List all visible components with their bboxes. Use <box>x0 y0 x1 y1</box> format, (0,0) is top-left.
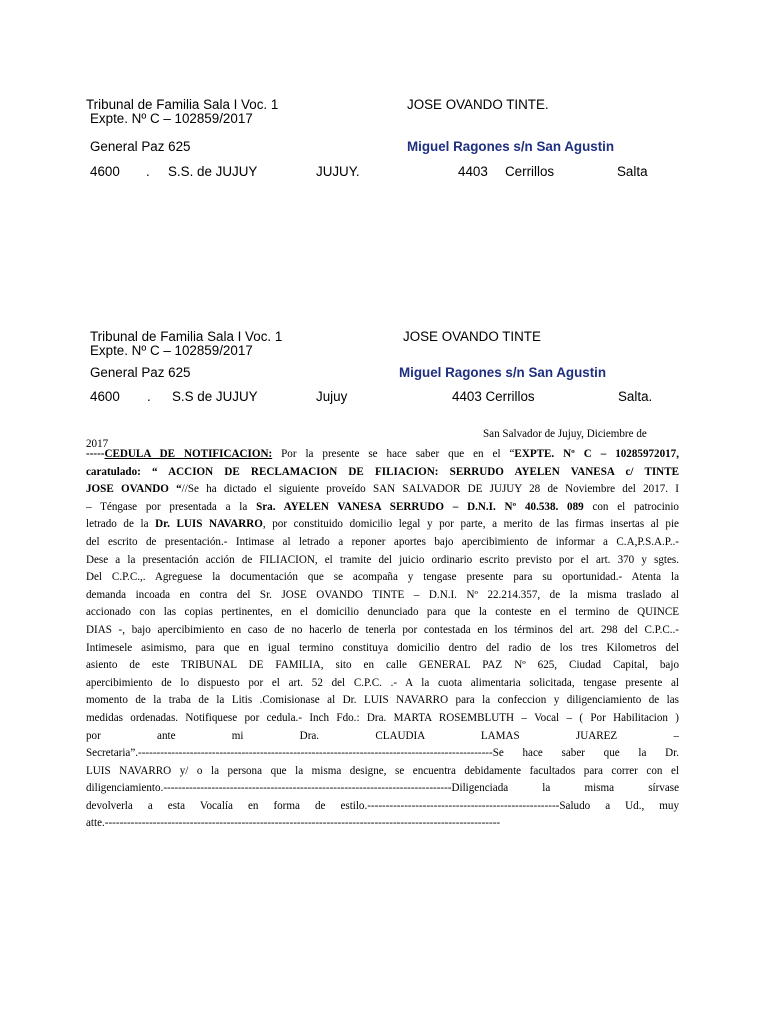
body-line <box>86 464 679 482</box>
court-zip: 4600 <box>90 389 120 404</box>
court-address: General Paz 625 <box>90 365 191 380</box>
body-line: momento de la traba de la Litis .Comisionase al Dr. LUIS NAVARRO para la confeccion y diligenciamiento de las <box>86 694 679 707</box>
body-text: , por constituido domicilio legal y por parte, a merito de las firmas insertas al pie <box>262 518 679 531</box>
body-line: por ante mi Dra. CLAUDIA LAMAS JUAREZ – <box>86 729 679 742</box>
body-line <box>86 446 679 464</box>
recipient-city: Cerrillos <box>505 164 555 179</box>
case-number: Expte. Nº C – 102859/2017 <box>90 111 253 126</box>
body-line: Del C.P.C.,. Agreguese la documentación que se acompaña y tengase presente para su oportunidad.- Atenta la <box>86 571 679 584</box>
body-line: Dese a la presentación acción de FILIACION, el tramite del juicio ordinario escrito previsto por el art. 370 y sgtes. <box>86 553 679 566</box>
recipient-province: Salta. <box>618 389 653 404</box>
body-text: – Téngase por presentada a la <box>86 500 257 513</box>
body-line: DIAS -, bajo apercibimiento en caso de no hacerlo de tenerla por contestada en los términos del art. 298 del C.P.C..- <box>86 623 679 636</box>
separator-dot: . <box>147 389 151 404</box>
court-zip: 4600 <box>90 164 120 179</box>
body-line <box>86 481 679 499</box>
court-city: S.S. de JUJUY <box>168 164 258 179</box>
body-line <box>86 499 679 517</box>
notification-body <box>86 446 679 833</box>
case-number: Expte. Nº C – 102859/2017 <box>90 343 253 358</box>
recipient-zip: 4403 <box>458 164 488 179</box>
recipient-address: Miguel Ragones s/n San Agustin <box>407 139 615 154</box>
body-line: medidas ordenadas. Notifiquese por cedula.- Inch Fdo.: Dra. MARTA ROSEMBLUTH – Vocal – ( Por Habilitacion ) <box>86 711 679 724</box>
body-line: LUIS NAVARRO y/ o la persona que la misma designe, se encuentra debidamente facultados para correr con el <box>86 764 679 777</box>
recipient-name: JOSE OVANDO TINTE <box>403 329 541 344</box>
court-name: Tribunal de Familia Sala I Voc. 1 <box>90 329 283 344</box>
court-address: General Paz 625 <box>90 139 191 154</box>
body-line: atte.----------------------------------------------------------------------------------------------------------- <box>86 817 501 830</box>
recipient-zip-city: 4403 Cerrillos <box>452 389 535 404</box>
case-caption: caratulado: “ ACCION DE RECLAMACION DE FILIACION: SERRUDO AYELEN VANESA c/ TINTE <box>86 465 679 478</box>
case-reference: EXPTE. Nº C – 10285972017, <box>514 448 679 460</box>
dashes: ----- <box>86 448 105 460</box>
body-line: Intimesele asimismo, para que en igual termino constituya domicilio dentro del radio de los tres Kilometros del <box>86 641 679 654</box>
date-year: 2017 <box>86 438 109 450</box>
body-line <box>86 516 679 534</box>
court-province: Jujuy <box>316 389 348 404</box>
body-line: apercibimiento de lo dispuesto por el art. 52 del C.P.C. .- A la cuota alimentaria solicitada, tengase presente al <box>86 676 679 689</box>
body-text: letrado de la <box>86 518 156 531</box>
court-name: Tribunal de Familia Sala I Voc. 1 <box>86 97 279 112</box>
lawyer-name: Dr. LUIS NAVARRO <box>155 518 263 531</box>
date-line: San Salvador de Jujuy, Diciembre de <box>483 428 647 440</box>
court-province: JUJUY. <box>316 164 360 179</box>
body-text: con el patrocinio <box>583 500 679 513</box>
body-line: devolverla a esta Vocalía en forma de estilo.----------------------------------------------------Saludo a Ud., muy <box>86 799 679 812</box>
separator-dot: . <box>146 164 150 179</box>
body-line: diligenciamiento.------------------------------------------------------------------------------Diligenciada la misma sírvase <box>86 782 679 795</box>
recipient-name: JOSE OVANDO TINTE. <box>407 97 549 112</box>
case-caption-end: JOSE OVANDO “ <box>86 483 182 496</box>
plaintiff-name: Sra. AYELEN VANESA SERRUDO – D.N.I. Nº 40.538. 089 <box>256 500 584 513</box>
body-line: del escrito de presentación.- Intimase al letrado a reponer aportes bajo apercibimiento de informar a C.A,P.S.A.P..- <box>86 535 679 548</box>
recipient-province: Salta <box>617 164 648 179</box>
recipient-address: Miguel Ragones s/n San Agustin <box>399 365 607 380</box>
body-text: //Se ha dictado el siguiente proveído SAN SALVADOR DE JUJUY 28 de Noviembre del 2017. I <box>181 483 679 496</box>
body-line: accionado con las copias pertinentes, en el domicilio denunciado para que la conteste en el termino de QUINCE <box>86 606 679 619</box>
notification-title: CEDULA DE NOTIFICACION: <box>104 448 273 460</box>
body-line: Secretaria”.------------------------------------------------------------------------------------------------Se hace saber que la Dr. <box>86 747 679 760</box>
court-city: S.S de JUJUY <box>172 389 258 404</box>
body-text: Por la presente se hace saber que en el “ <box>272 448 515 460</box>
body-line: asiento de este TRIBUNAL DE FAMILIA, sito en calle GENERAL PAZ Nº 625, Ciudad Capital, bajo <box>86 659 679 672</box>
body-line: demanda incoada en contra del Sr. JOSE OVANDO TINTE – D.N.I. Nº 22.214.357, de la misma traslado al <box>86 588 679 601</box>
